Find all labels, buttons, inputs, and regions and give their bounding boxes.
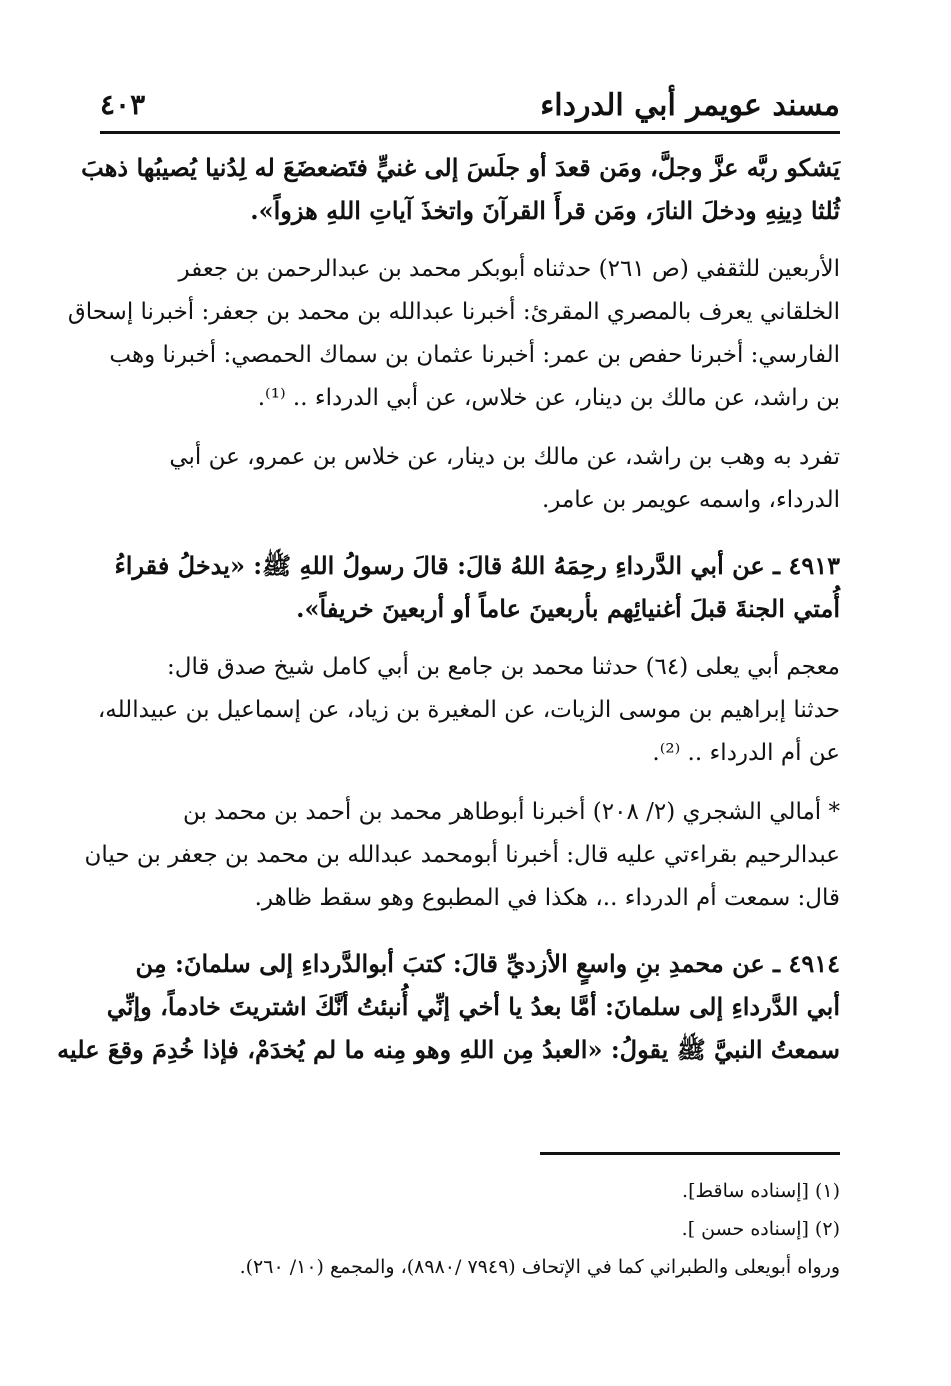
text-line: قال: سمعت أم الدرداء ..، هكذا في المطبوع وهو سقط ظاهر.	[254, 885, 840, 911]
text-line: الخلقاني يعرف بالمصري المقرئ: أخبرنا عبدالله بن محمد بن جعفر: أخبرنا إسحاق	[67, 299, 840, 325]
hadith-4913	[100, 544, 840, 630]
text-line: الدرداء، واسمه عويمر بن عامر.	[541, 487, 840, 513]
main-text	[57, 146, 840, 1071]
footnotes	[100, 1172, 840, 1286]
text-line: يَشكو ربَّه عزَّ وجلَّ، ومَن قعدَ أو جلَسَ إلى غنيٍّ فتَضعضَعَ له لِدُنيا يُصيبُها ذهبَ	[81, 153, 840, 182]
footnote-2-continuation: ورواه أبويعلى والطبراني كما في الإتحاف (٧٩٤٩ /٨٩٨٠)، والمجمع (١٠/ ٢٦٠).	[239, 1256, 840, 1278]
text-line: الأربعين للثقفي (ص ٢٦١) حدثناه أبوبكر محمد بن عبدالرحمن بن جعفر	[178, 256, 840, 282]
text-line: حدثنا إبراهيم بن موسى الزيات، عن المغيرة بن زياد، عن إسماعيل بن عبيدالله،	[97, 697, 840, 723]
text-line: الفارسي: أخبرنا حفص بن عمر: أخبرنا عثمان بن سماك الحمصي: أخبرنا وهب	[109, 342, 840, 368]
isnad-paragraph	[67, 248, 840, 420]
footnote-1: (١) [إسناده ساقط].	[682, 1180, 840, 1202]
text-line: * أمالي الشجري (٢/ ٢٠٨) أخبرنا أبوطاهر محمد بن أحمد بن محمد بن	[183, 799, 840, 825]
footnote-separator	[540, 1152, 840, 1155]
text-line: ٤٩١٣ ـ عن أبي الدَّرداءِ رحِمَهُ اللهُ قالَ: قالَ رسولُ اللهِ ﷺ: «يدخلُ فقراءُ	[114, 551, 840, 580]
text-line: تفرد به وهب بن راشد، عن مالك بن دينار، عن خلاس بن عمرو، عن أبي	[169, 444, 840, 470]
text-line: ثُلثا دِينِهِ ودخلَ النارَ، ومَن قرأَ القرآنَ واتخذَ آياتِ اللهِ هزواً».	[250, 196, 840, 225]
page-number: ٤٠٣	[100, 88, 146, 121]
text-line: أُمتي الجنةَ قبلَ أغنيائِهم بأربعينَ عاماً أو أربعينَ خريفاً».	[296, 594, 840, 623]
text-line: عن أم الدرداء .. ⁽²⁾.	[652, 740, 840, 766]
text-line: معجم أبي يعلى (٦٤) حدثنا محمد بن جامع بن أبي كامل شيخ صدق قال:	[167, 654, 840, 680]
header-rule	[100, 131, 840, 134]
hadith-continuation	[81, 146, 840, 232]
text-line: سمعتُ النبيَّ ﷺ يقولُ: «العبدُ مِن اللهِ وهو مِنه ما لم يُخدَمْ، فإذا خُدِمَ وقعَ عليه	[57, 1035, 840, 1064]
text-line: بن راشد، عن مالك بن دينار، عن خلاس، عن أبي الدرداء .. ⁽¹⁾.	[257, 385, 840, 411]
isnad-paragraph	[84, 791, 840, 920]
text-line: عبدالرحيم بقراءتي عليه قال: أخبرنا أبومحمد عبدالله بن محمد بن جعفر بن حيان	[84, 842, 840, 868]
footnote-2: (٢) [إسناده حسن ].	[681, 1218, 840, 1240]
isnad-paragraph	[97, 646, 840, 775]
commentary-paragraph	[100, 436, 840, 522]
text-line: ٤٩١٤ ـ عن محمدِ بنِ واسعٍ الأزديِّ قالَ: كتبَ أبوالدَّرداءِ إلى سلمانَ: مِن	[135, 949, 840, 978]
hadith-4914	[57, 942, 840, 1071]
text-line: أبي الدَّرداءِ إلى سلمانَ: أمَّا بعدُ يا أخي إنِّي أُنبئتُ أنَّكَ اشتريتَ خادماً، وإنِّي	[106, 992, 840, 1021]
running-title: مسند عويمر أبي الدرداء	[540, 88, 840, 123]
page-header	[100, 84, 840, 134]
